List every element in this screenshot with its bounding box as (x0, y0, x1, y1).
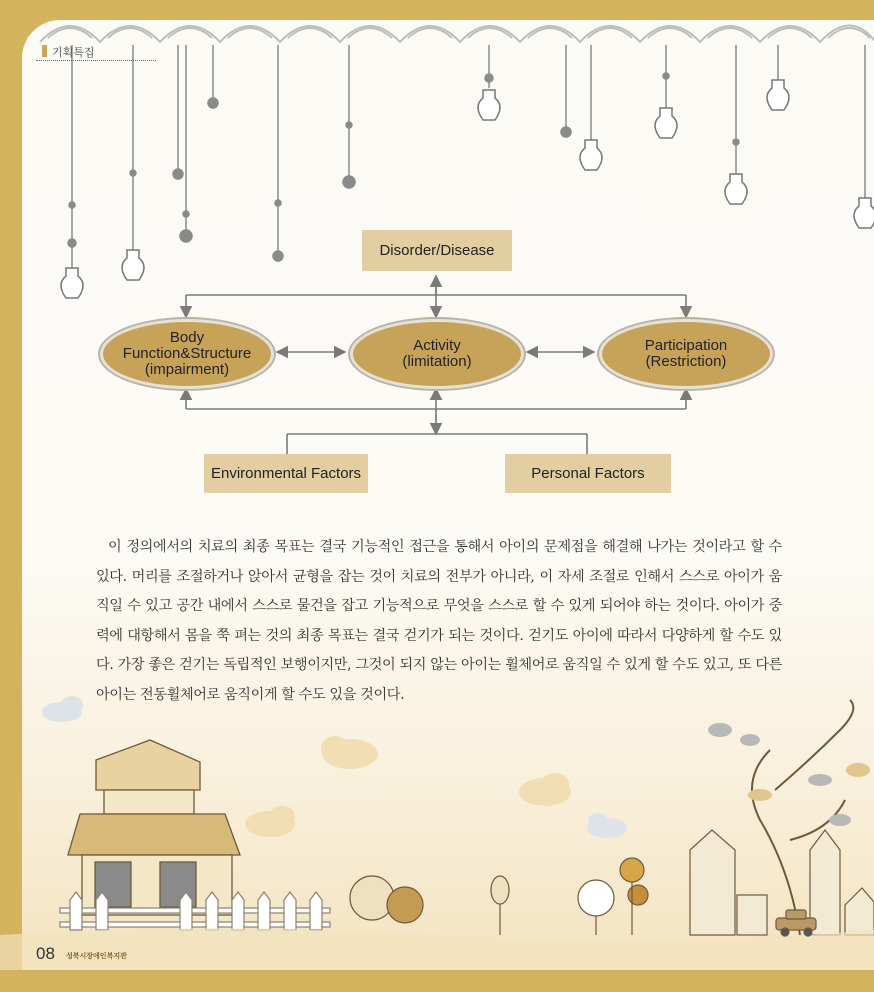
activity-line-1: Activity (413, 337, 461, 354)
publisher-name: 성북시장애인복지관 (66, 952, 127, 960)
environmental-factors-box: Environmental Factors (204, 454, 368, 493)
body-function-line-2: Function&Structure (122, 345, 252, 362)
activity-oval (350, 319, 524, 389)
activity-line-2: (limitation) (402, 353, 472, 370)
body-function-line-1: Body (169, 329, 205, 346)
section-label: 기획특집 (42, 44, 95, 60)
participation-oval (599, 319, 773, 389)
personal-factors-box: Personal Factors (505, 454, 671, 493)
village-illustration (0, 690, 874, 970)
participation-line-2: (Restriction) (645, 353, 727, 370)
participation-line-1: Participation (644, 337, 728, 354)
page-number: 08 (36, 944, 55, 963)
body-paragraph: 이 정의에서의 치료의 최종 목표는 결국 기능적인 접근을 통해서 아이의 문제점을 해결해 나가는 것이라고 할 수 있다. 머리를 조절하거나 앉아서 균형을 잡는 것이 치료의 전부가 아니라, 이 자세 조절로 인해서 스스로 아이가 움직일 수 있고 공간 내에서 스스로 물건을 잡고 기능적으로 무엇을 스스로 할 수 있게 되어야 하는 것이다. 아이가 중력에 대항해서 몸을 쭉 펴는 것의 최종 목표는 결국 걷기가 되는 것이다. 걷기도 아이에 따라서 다양하게 할 수도 있다. 가장 좋은 걷기는 독립적인 보행이지만, 그것이 되지 않는 아이는 휠체어로 움직일 수 있게 할 수도 있고, 또 다른 아이는 전동휠체어로 움직이게 할 수도 있을 것이다. (96, 539, 782, 703)
body-function-line-3: (impairment) (144, 361, 230, 378)
body-function-oval (100, 319, 274, 389)
disorder-disease-box: Disorder/Disease (362, 230, 512, 271)
